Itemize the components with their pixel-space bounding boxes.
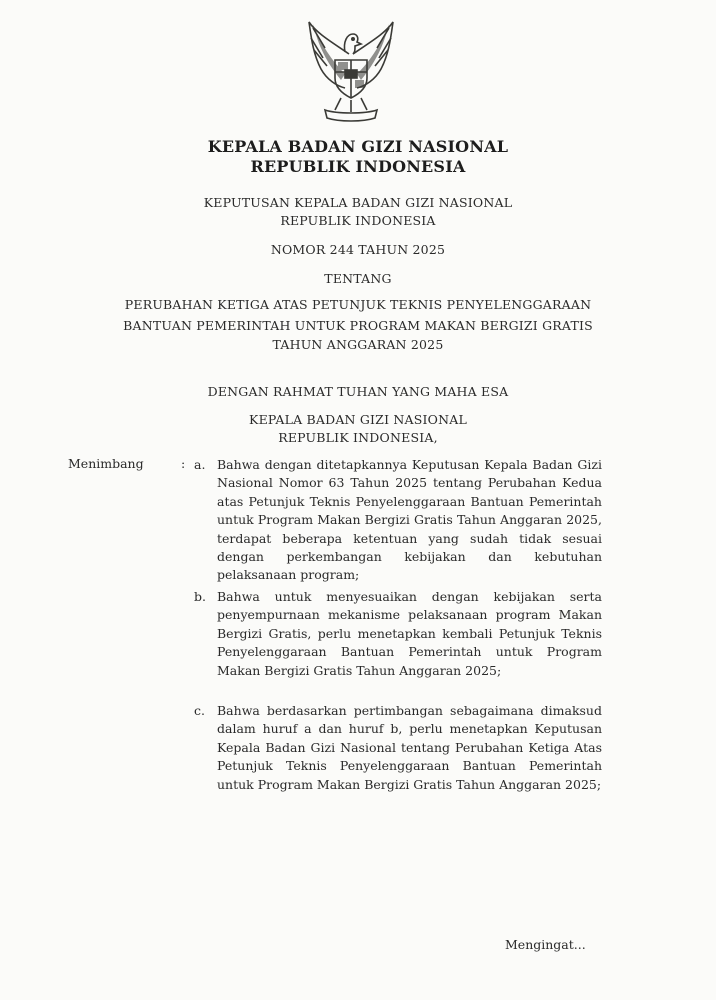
preamble-grace: DENGAN RAHMAT TUHAN YANG MAHA ESA bbox=[207, 384, 509, 399]
item-marker: b. bbox=[194, 589, 206, 604]
considering-label: Menimbang bbox=[68, 456, 144, 471]
preamble-authority-line2: REPUBLIK INDONESIA, bbox=[278, 430, 438, 445]
item-text: Bahwa untuk menyesuaikan dengan kebijakan serta penyempurnaan mekanisme pelaksanaan program Makan Bergizi Gratis, perlu menetapkan kembali Petunjuk Teknis Penyelenggaraan Bantuan Pemerintah untuk Program Makan Bergizi Gratis Tahun Anggaran 2025; bbox=[217, 589, 602, 678]
considering-item-a bbox=[194, 456, 602, 585]
decree-subject-line3: TAHUN ANGGARAN 2025 bbox=[272, 337, 444, 352]
decree-title-line1: KEPUTUSAN KEPALA BADAN GIZI NASIONAL bbox=[203, 195, 513, 210]
decree-subject-line2: BANTUAN PEMERINTAH UNTUK PROGRAM MAKAN BERGIZI GRATIS bbox=[123, 318, 593, 333]
item-marker: c. bbox=[194, 703, 205, 718]
continuation-note: Mengingat... bbox=[505, 937, 586, 952]
issuer-title-line2: REPUBLIK INDONESIA bbox=[250, 157, 466, 176]
decree-subject-line1: PERUBAHAN KETIGA ATAS PETUNJUK TEKNIS PENYELENGGARAAN bbox=[124, 297, 592, 312]
item-text: Bahwa berdasarkan pertimbangan sebagaimana dimaksud dalam huruf a dan huruf b, perlu menetapkan Keputusan Kepala Badan Gizi Nasional tentang Perubahan Ketiga Atas Petunjuk Teknis Penyelenggaraan Bantuan Pemerintah untuk Program Makan Bergizi Gratis Tahun Anggaran 2025; bbox=[217, 703, 602, 792]
decree-number: NOMOR 244 TAHUN 2025 bbox=[270, 242, 446, 257]
decree-title-line2: REPUBLIK INDONESIA bbox=[280, 213, 436, 228]
item-text: Bahwa dengan ditetapkannya Keputusan Kepala Badan Gizi Nasional Nomor 63 Tahun 2025 tentang Perubahan Kedua atas Petunjuk Teknis Penyelenggaraan Bantuan Pemerintah untuk Program Makan Bergizi Gratis Tahun Anggaran 2025, terdapat beberapa ketentuan yang sudah tidak sesuai dengan perkembangan kebijakan dan kebutuhan pelaksanaan program; bbox=[217, 457, 602, 583]
considering-colon: : bbox=[181, 456, 186, 471]
issuer-title-line1: KEPALA BADAN GIZI NASIONAL bbox=[207, 137, 509, 156]
preamble-authority-line1: KEPALA BADAN GIZI NASIONAL bbox=[249, 412, 467, 427]
garuda-emblem-icon bbox=[295, 14, 407, 130]
considering-item-b bbox=[194, 588, 602, 680]
decree-about: TENTANG bbox=[324, 271, 392, 286]
item-marker: a. bbox=[194, 457, 206, 472]
considering-item-c bbox=[194, 702, 602, 794]
